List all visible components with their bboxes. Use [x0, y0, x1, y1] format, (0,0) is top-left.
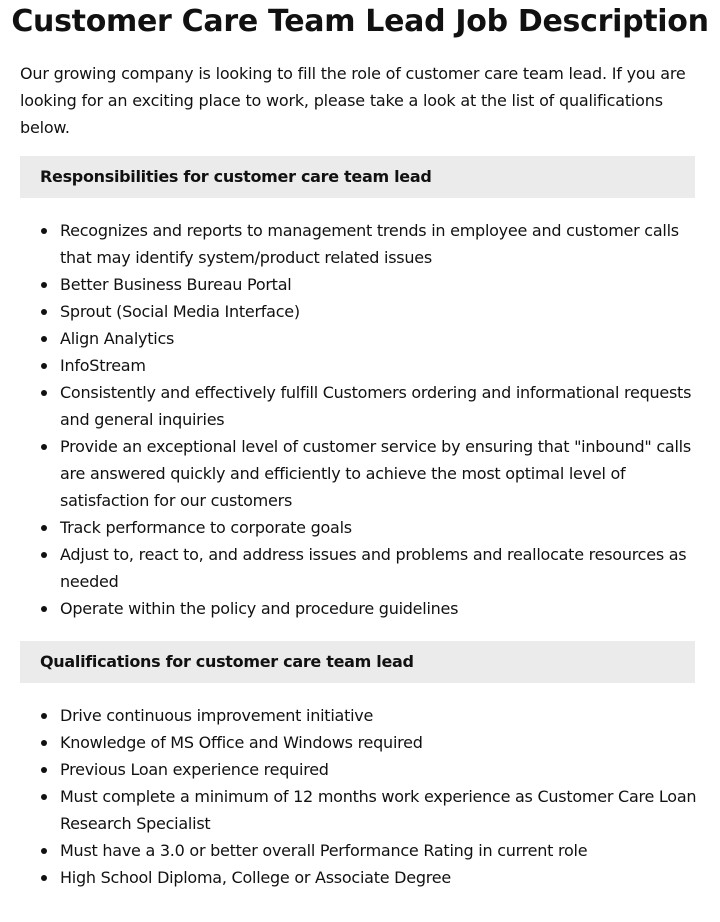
- list-item: Provide an exceptional level of customer service by ensuring that "inbound" calls are answered quickly and efficiently to achieve the most optimal level of satisfaction for our customers: [20, 433, 700, 514]
- list-item: High School Diploma, College or Associate Degree: [20, 864, 700, 891]
- intro-paragraph: Our growing company is looking to fill the role of customer care team lead. If you are looking for an exciting place to work, please take a look at the list of qualifications below.: [20, 64, 686, 137]
- qualifications-heading: Qualifications for customer care team lead: [20, 641, 695, 683]
- page-title: Customer Care Team Lead Job Description: [11, 4, 709, 39]
- list-item: Knowledge of MS Office and Windows required: [20, 729, 700, 756]
- list-item: Drive continuous improvement initiative: [20, 702, 700, 729]
- list-item: Better Business Bureau Portal: [20, 271, 700, 298]
- list-item: Must have a 3.0 or better overall Performance Rating in current role: [20, 837, 700, 864]
- list-item: Operate within the policy and procedure guidelines: [20, 595, 700, 622]
- list-item: Sprout (Social Media Interface): [20, 298, 700, 325]
- list-item: Adjust to, react to, and address issues and problems and reallocate resources as needed: [20, 541, 700, 595]
- list-item: Align Analytics: [20, 325, 700, 352]
- qualifications-list: [20, 702, 700, 891]
- list-item: InfoStream: [20, 352, 700, 379]
- list-item: Consistently and effectively fulfill Customers ordering and informational requests and general inquiries: [20, 379, 700, 433]
- responsibilities-heading: Responsibilities for customer care team lead: [20, 156, 695, 198]
- list-item: Previous Loan experience required: [20, 756, 700, 783]
- list-item: Recognizes and reports to management trends in employee and customer calls that may identify system/product related issues: [20, 217, 700, 271]
- list-item: Must complete a minimum of 12 months work experience as Customer Care Loan Research Specialist: [20, 783, 700, 837]
- responsibilities-list: [20, 217, 700, 622]
- list-item: Track performance to corporate goals: [20, 514, 700, 541]
